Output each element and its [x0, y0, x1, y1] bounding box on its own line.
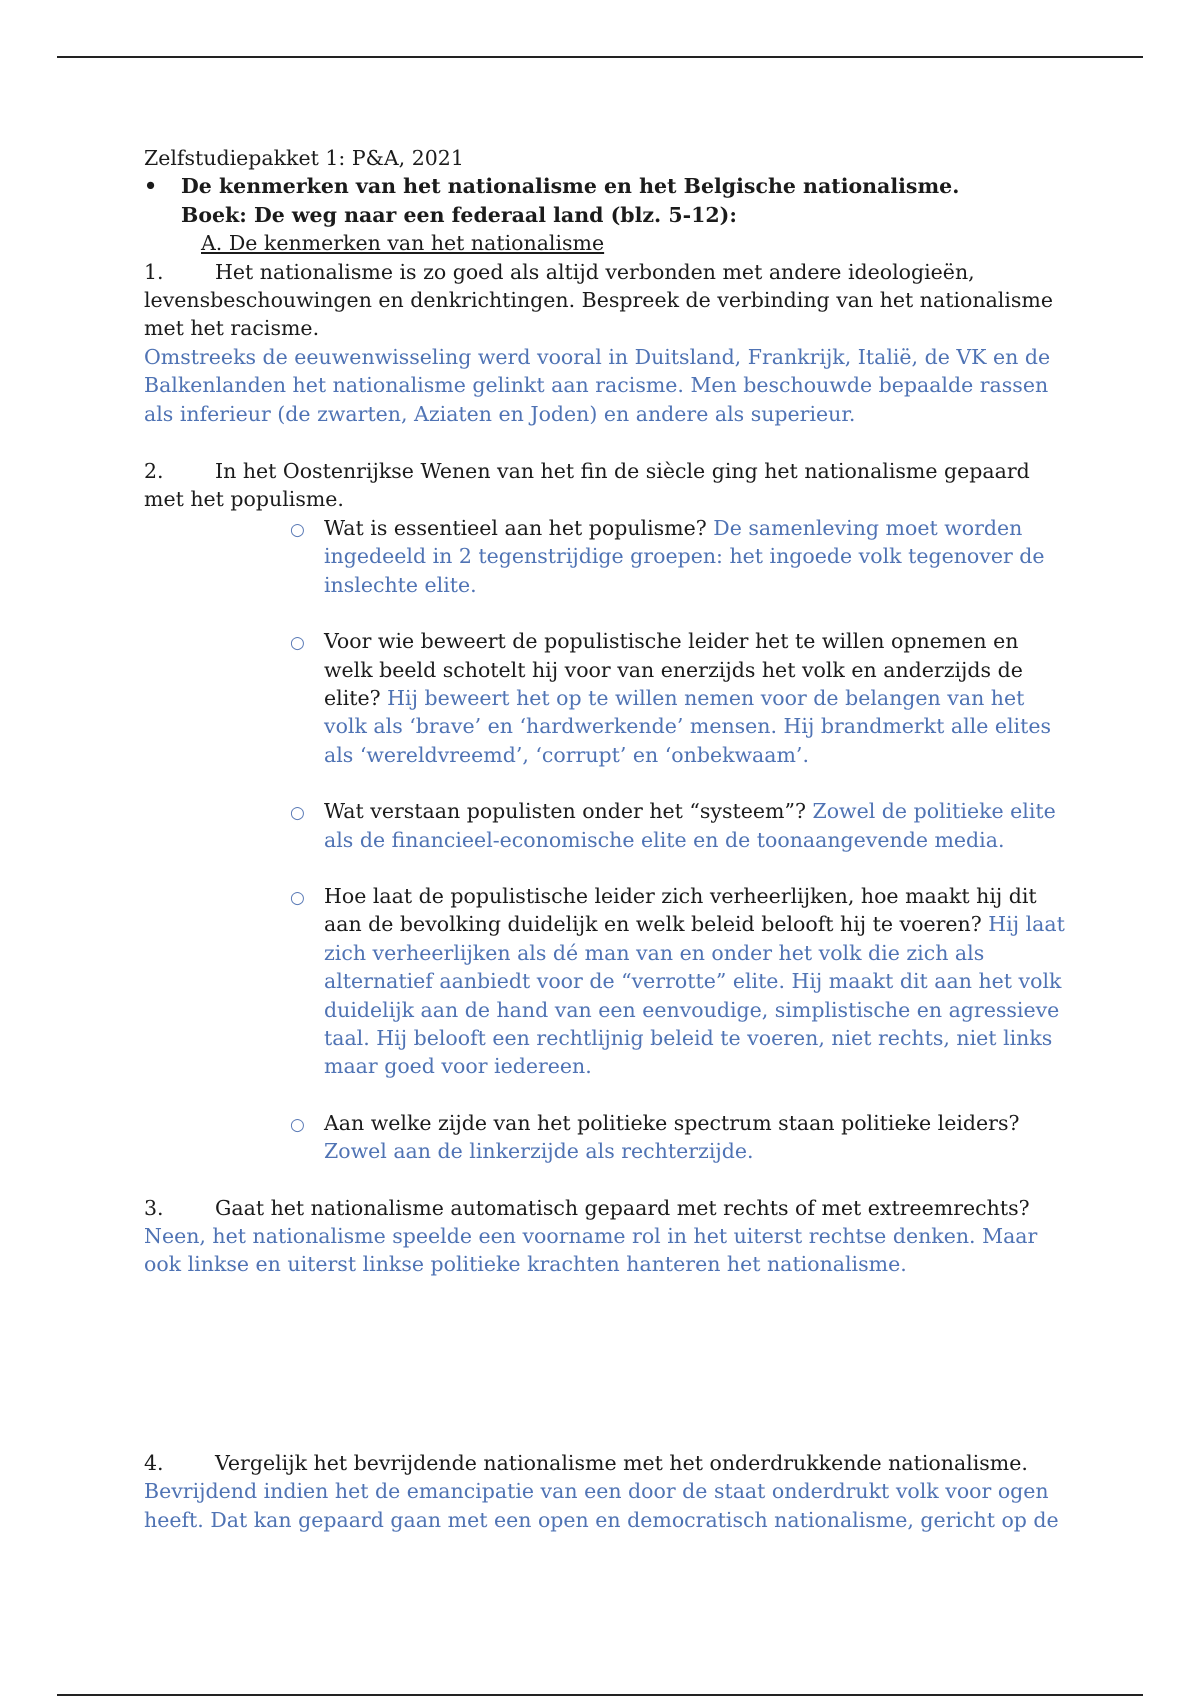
answer-3-line-2: ook linkse en uiterst linkse politieke krachten hanteren het nationalisme.	[144, 1252, 907, 1277]
answer-4-line-1: Bevrijdend indien het de emancipatie van een door de staat onderdrukt volk voor ogen	[144, 1479, 1049, 1504]
sub-question-line: Voor wie beweert de populistische leider het te willen opnemen en	[324, 629, 1019, 654]
answer-1-line-2: Balkenlanden het nationalisme gelinkt aan racisme. Men beschouwde bepaalde rassen	[144, 373, 1049, 398]
document-body	[144, 144, 1064, 1534]
bullet-icon: •	[144, 174, 158, 199]
sub-question: aan de bevolking duidelijk en welk beleid belooft hij te voeren?	[324, 912, 982, 937]
question-1	[144, 258, 1064, 286]
footer-rule	[57, 1694, 1143, 1696]
sub-question: Wat verstaan populisten onder het “systeem”?	[324, 799, 806, 824]
circle-bullet-icon: ○	[290, 887, 305, 908]
answer-3-line-1: Neen, het nationalisme speelde een voorname rol in het uiterst rechtse denken. Maar	[144, 1224, 1038, 1248]
sub-answer-line: als ‘wereldvreemd’, ‘corrupt’ en ‘onbekwaam’.	[324, 742, 809, 767]
question-3-line: Gaat het nationalisme automatisch gepaard met rechts of met extreemrechts?	[215, 1195, 1030, 1220]
question-2-sublist	[144, 514, 1064, 1166]
sub-answer: De samenleving moet worden	[713, 515, 1023, 540]
sub-question: Wat is essentieel aan het populisme?	[324, 515, 707, 540]
question-number: 1.	[144, 259, 164, 284]
document-header: Zelfstudiepakket 1: P&A, 2021	[144, 146, 464, 170]
question-2	[144, 457, 1064, 485]
circle-bullet-icon: ○	[290, 1114, 305, 1135]
question-4	[144, 1449, 1064, 1477]
section-a-title: A. De kenmerken van het nationalisme	[201, 231, 605, 256]
book-line	[144, 201, 1064, 229]
circle-bullet-icon: ○	[290, 633, 305, 654]
book-line-text: Boek: De weg naar een federaal land (blz. 5-12):	[181, 202, 737, 227]
sub-answer-line: taal. Hij belooft een rechtlijnig beleid te voeren, niet rechts, niet links	[324, 1025, 1053, 1050]
sub-answer-line: inslechte elite.	[324, 572, 477, 597]
sub-question-line: welk beeld schotelt hij voor van enerzijds het volk en anderzijds de	[324, 657, 1023, 682]
sub-answer-line: maar goed voor iedereen.	[324, 1054, 592, 1079]
question-number: 2.	[144, 459, 164, 484]
sub-question-line: Hoe laat de populistische leider zich verheerlijken, hoe maakt hij dit	[324, 883, 1037, 908]
question-1-line-2: levensbeschouwingen en denkrichtingen. Bespreek de verbinding van het nationalisme	[144, 288, 1053, 313]
question-1-line-1: Het nationalisme is zo goed als altijd verbonden met andere ideologieën,	[215, 259, 975, 284]
sub-answer-line: duidelijk aan de hand van een eenvoudige, simplistische en agressieve	[324, 997, 1060, 1022]
bullet-title-row	[144, 172, 1064, 200]
sub-question: Aan welke zijde van het politieke spectrum staan politieke leiders?	[324, 1110, 1020, 1135]
sub-answer: Hij laat	[988, 912, 1065, 937]
circle-bullet-icon: ○	[290, 519, 305, 540]
question-2-line-1: In het Oostenrijkse Wenen van het fin de siècle ging het nationalisme gepaard	[215, 459, 1030, 484]
list-item	[290, 1109, 1064, 1166]
question-number: 4.	[144, 1450, 164, 1475]
sub-answer: Hij beweert het op te willen nemen voor de belangen van het	[387, 685, 1025, 710]
question-3	[144, 1194, 1064, 1222]
answer-1-line-1: Omstreeks de eeuwenwisseling werd vooral in Duitsland, Frankrijk, Italië, de VK en de	[144, 344, 1051, 369]
bullet-title: De kenmerken van het nationalisme en het Belgische nationalisme.	[181, 174, 960, 199]
sub-answer-line: Zowel aan de linkerzijde als rechterzijde.	[324, 1139, 754, 1164]
question-number: 3.	[144, 1195, 164, 1220]
question-2-line-2: met het populisme.	[144, 487, 344, 512]
sub-answer-line: volk als ‘brave’ en ‘hardwerkende’ mensen. Hij brandmerkt alle elites	[324, 714, 1051, 739]
answer-4-line-2: heeft. Dat kan gepaard gaan met een open en democratisch nationalisme, gericht op de	[144, 1507, 1059, 1532]
sub-answer: Zowel de politieke elite	[812, 799, 1056, 824]
answer-1-line-3: als inferieur (de zwarten, Aziaten en Joden) en andere als superieur.	[144, 401, 856, 426]
header-rule	[57, 56, 1143, 58]
sub-question: elite?	[324, 685, 381, 710]
question-1-line-3: met het racisme.	[144, 316, 320, 341]
sub-answer-line: als de financieel-economische elite en de toonaangevende media.	[324, 827, 1005, 852]
circle-bullet-icon: ○	[290, 803, 305, 824]
list-item	[290, 627, 1064, 769]
list-item	[290, 882, 1065, 1081]
list-item	[290, 514, 1064, 599]
sub-answer-line: ingedeeld in 2 tegenstrijdige groepen: het ingoede volk tegenover de	[324, 544, 1045, 569]
sub-answer-line: alternatief aanbiedt voor de “verrotte” elite. Hij maakt dit aan het volk	[324, 969, 1062, 994]
sub-answer-line: zich verheerlijken als dé man van en onder het volk die zich als	[324, 940, 985, 965]
question-4-line: Vergelijk het bevrijdende nationalisme met het onderdrukkende nationalisme.	[215, 1450, 1028, 1475]
list-item	[290, 797, 1064, 854]
